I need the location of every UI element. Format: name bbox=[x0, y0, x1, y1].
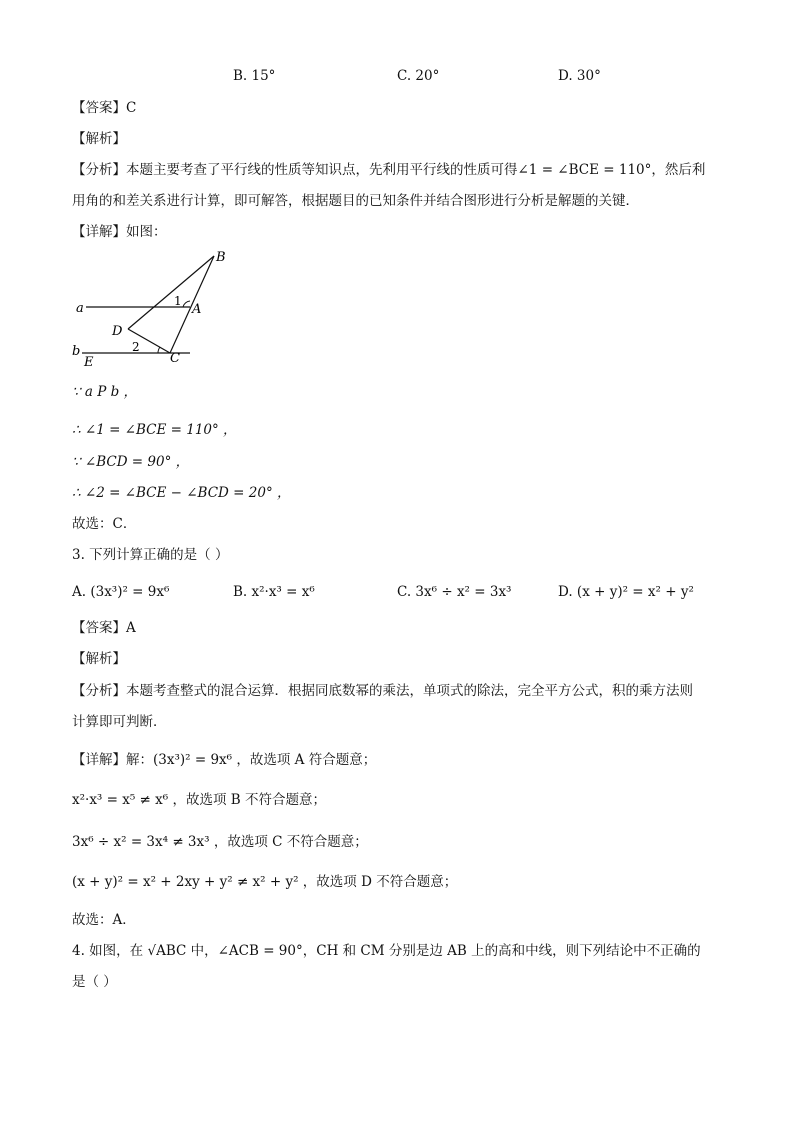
q2-answer: 【答案】C bbox=[72, 100, 137, 116]
q3-question: 3. 下列计算正确的是（ ） bbox=[72, 547, 229, 563]
q3-option-c: C. 3x⁶ ÷ x² = 3x³ bbox=[397, 584, 512, 600]
q3-conclusion: 故选：A． bbox=[72, 912, 136, 928]
q3-detail1: 【详解】解：(3x³)² = 9x⁶ ，故选项 A 符合题意； bbox=[72, 752, 377, 768]
q4-question-line1: 4. 如图，在 √ABC 中，∠ACB = 90°，CH 和 CM 分别是边 AB 上的高和中线，则下列结论中不正确的 bbox=[72, 943, 701, 959]
q2-analysis-heading: 【解析】 bbox=[72, 131, 126, 147]
q3-option-a: A. (3x³)² = 9x⁶ bbox=[72, 584, 170, 600]
q3-option-d: D. (x + y)² = x² + y² bbox=[558, 584, 694, 600]
label-e: E bbox=[84, 355, 94, 370]
q3-analysis-line1: 【分析】本题考查整式的混合运算．根据同底数幂的乘法，单项式的除法，完全平方公式，积的乘方法则 bbox=[72, 683, 693, 699]
angle-2-arc bbox=[158, 347, 160, 353]
label-angle-2: 2 bbox=[132, 340, 140, 354]
label-b: B bbox=[216, 250, 226, 265]
q2-option-b: B. 15° bbox=[233, 68, 276, 84]
q3-analysis-line2: 计算即可判断． bbox=[72, 714, 167, 730]
q2-geometry-figure bbox=[70, 245, 240, 370]
q2-step1: ∵ a P b ， bbox=[72, 384, 138, 400]
q2-option-c: C. 20° bbox=[397, 68, 440, 84]
q3-answer: 【答案】A bbox=[72, 620, 136, 636]
q3-detail4: (x + y)² = x² + 2xy + y² ≠ x² + y² ，故选项 D 不符合题意； bbox=[72, 874, 458, 890]
q2-option-d: D. 30° bbox=[558, 68, 601, 84]
label-c: C bbox=[170, 351, 180, 366]
q4-question-line2: 是（ ） bbox=[72, 974, 117, 990]
angle-1-arc bbox=[183, 301, 190, 307]
q2-step2: ∴ ∠1 = ∠BCE = 110° ， bbox=[72, 422, 237, 438]
label-d: D bbox=[112, 324, 123, 339]
q2-step4: ∴ ∠2 = ∠BCE − ∠BCD = 20° ， bbox=[72, 485, 291, 501]
label-line-a: a bbox=[76, 301, 84, 316]
q3-detail2: x²·x³ = x⁵ ≠ x⁶ ，故选项 B 不符合题意； bbox=[72, 792, 326, 808]
q2-detail-heading: 【详解】如图： bbox=[72, 224, 167, 240]
segment-bd bbox=[128, 256, 214, 329]
q2-conclusion: 故选：C． bbox=[72, 516, 137, 532]
label-angle-1: 1 bbox=[174, 294, 182, 308]
q2-analysis-line2: 用角的和差关系进行计算，即可解答，根据题目的已知条件并结合图形进行分析是解题的关键． bbox=[72, 193, 639, 209]
q3-option-b: B. x²·x³ = x⁶ bbox=[233, 584, 315, 600]
q2-analysis-line1: 【分析】本题主要考查了平行线的性质等知识点，先利用平行线的性质可得∠1 = ∠BCE = 110°，然后利 bbox=[72, 162, 706, 178]
q2-step3: ∵ ∠BCD = 90° ， bbox=[72, 454, 190, 470]
q3-analysis-heading: 【解析】 bbox=[72, 651, 126, 667]
label-line-b: b bbox=[72, 344, 81, 359]
label-a: A bbox=[192, 302, 202, 317]
q3-detail3: 3x⁶ ÷ x² = 3x⁴ ≠ 3x³ ，故选项 C 不符合题意； bbox=[72, 834, 368, 850]
